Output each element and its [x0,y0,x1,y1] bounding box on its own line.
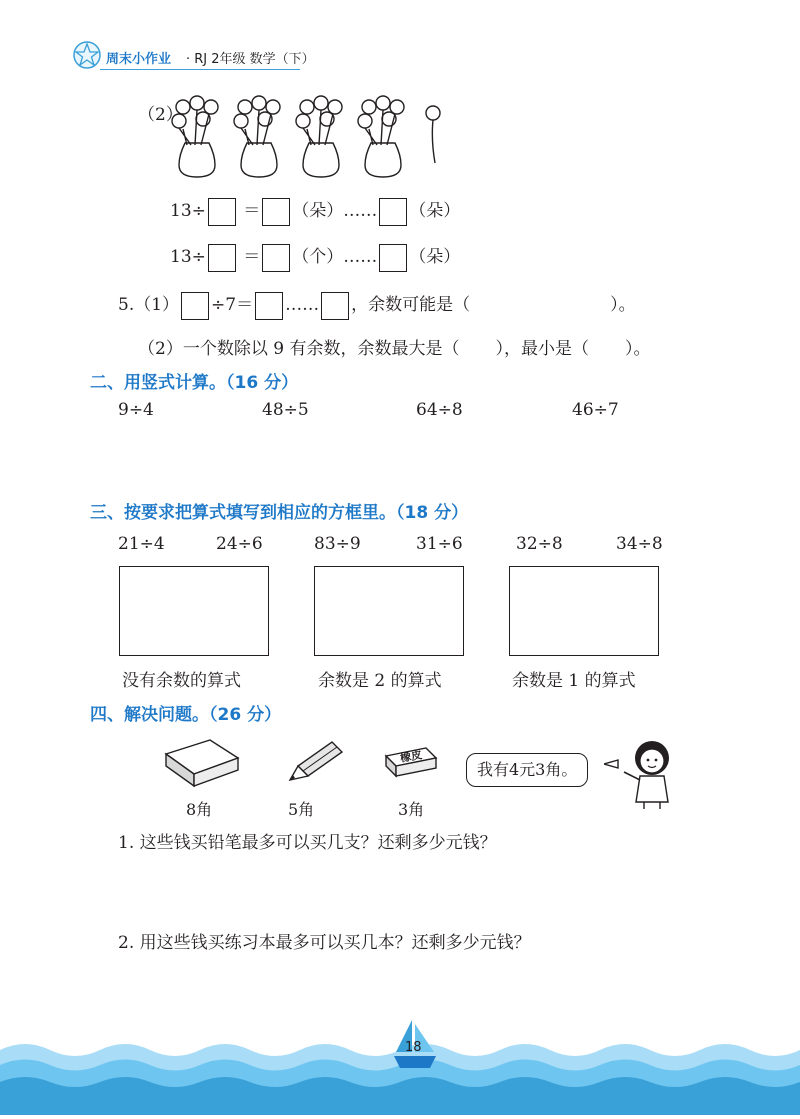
unit-text: （朵） [409,247,461,267]
division-line-2 [170,242,460,272]
price-label: 8角 [186,800,213,819]
notebook-icon [160,736,242,790]
answer-box[interactable] [208,244,236,272]
price-label: 5角 [288,800,315,819]
unit-text: （朵） [409,201,461,221]
answer-box[interactable] [262,244,290,272]
frame-label: 没有余数的算式 [122,671,241,691]
answer-box[interactable] [379,244,407,272]
vertical-calc-problem: 64÷8 [416,400,463,420]
answer-box[interactable] [181,292,209,320]
header-divider [100,69,300,70]
answer-frame-remainder-2[interactable] [314,566,464,656]
question-5-2 [138,334,650,359]
dots-text: …… [285,295,320,315]
girl-character-icon [604,732,694,810]
vertical-calc-problem: 46÷7 [572,400,619,420]
answer-box[interactable] [255,292,283,320]
problem-2: 2. 用这些钱买练习本最多可以买几本？还剩多少元钱？ [118,933,531,953]
operator-text: ÷7＝ [211,295,254,315]
expression: 21÷4 [118,534,165,554]
unit-text: （朵）…… [292,201,378,221]
price-label: 3角 [398,800,425,819]
vertical-calc-problem: 9÷4 [118,400,154,420]
question-number: 5.（1） [118,295,180,315]
answer-frame-no-remainder[interactable] [119,566,269,656]
expression: 32÷8 [516,534,563,554]
vertical-calc-problem: 48÷5 [262,400,309,420]
expression: 83÷9 [314,534,361,554]
page-number: 18 [405,1040,422,1055]
pencil-icon [284,736,348,782]
header-subtitle: · RJ 2年级 数学（下） [186,52,315,67]
question-5-1 [118,290,636,320]
answer-box[interactable] [321,292,349,320]
section-2-title: 二、用竖式计算。（16 分） [90,373,299,393]
equals-sign: ＝ [243,201,261,221]
eraser-icon [382,744,440,780]
answer-box[interactable] [379,198,407,226]
dividend-text: 13÷ [170,201,206,221]
problem-1: 1. 这些钱买铅笔最多可以买几支？还剩多少元钱？ [118,833,497,853]
section-3-title: 三、按要求把算式填写到相应的方框里。（18 分） [90,503,469,523]
dividend-text: 13÷ [170,247,206,267]
answer-frame-remainder-1[interactable] [509,566,659,656]
frame-label: 余数是 1 的算式 [512,671,636,691]
unit-text: （个）…… [292,247,378,267]
closing-text: ）。 [610,295,636,315]
flower-vases-icon [165,95,455,185]
star-logo-icon [72,40,102,70]
answer-box[interactable] [262,198,290,226]
question-text: ），最小是（ [495,339,589,359]
header-logo [72,40,102,70]
header-book-title: 周末小作业 [106,52,172,67]
eraser-label: 橡皮 [399,748,424,765]
expression: 34÷8 [616,534,663,554]
question-text: （2）一个数除以 9 有余数，余数最大是（ [138,339,460,359]
section-4-title: 四、解决问题。（26 分） [90,705,282,725]
question-label-2: （2） [138,105,183,125]
expression: 24÷6 [216,534,263,554]
answer-box[interactable] [208,198,236,226]
vase-illustration [165,95,455,185]
closing-text: ）。 [624,339,651,359]
speech-bubble: 我有4元3角。 [466,753,588,787]
equals-sign: ＝ [243,247,261,267]
question-text: ，余数可能是（ [351,295,471,315]
frame-label: 余数是 2 的算式 [318,671,442,691]
expression: 31÷6 [416,534,463,554]
division-line-1 [170,196,460,226]
